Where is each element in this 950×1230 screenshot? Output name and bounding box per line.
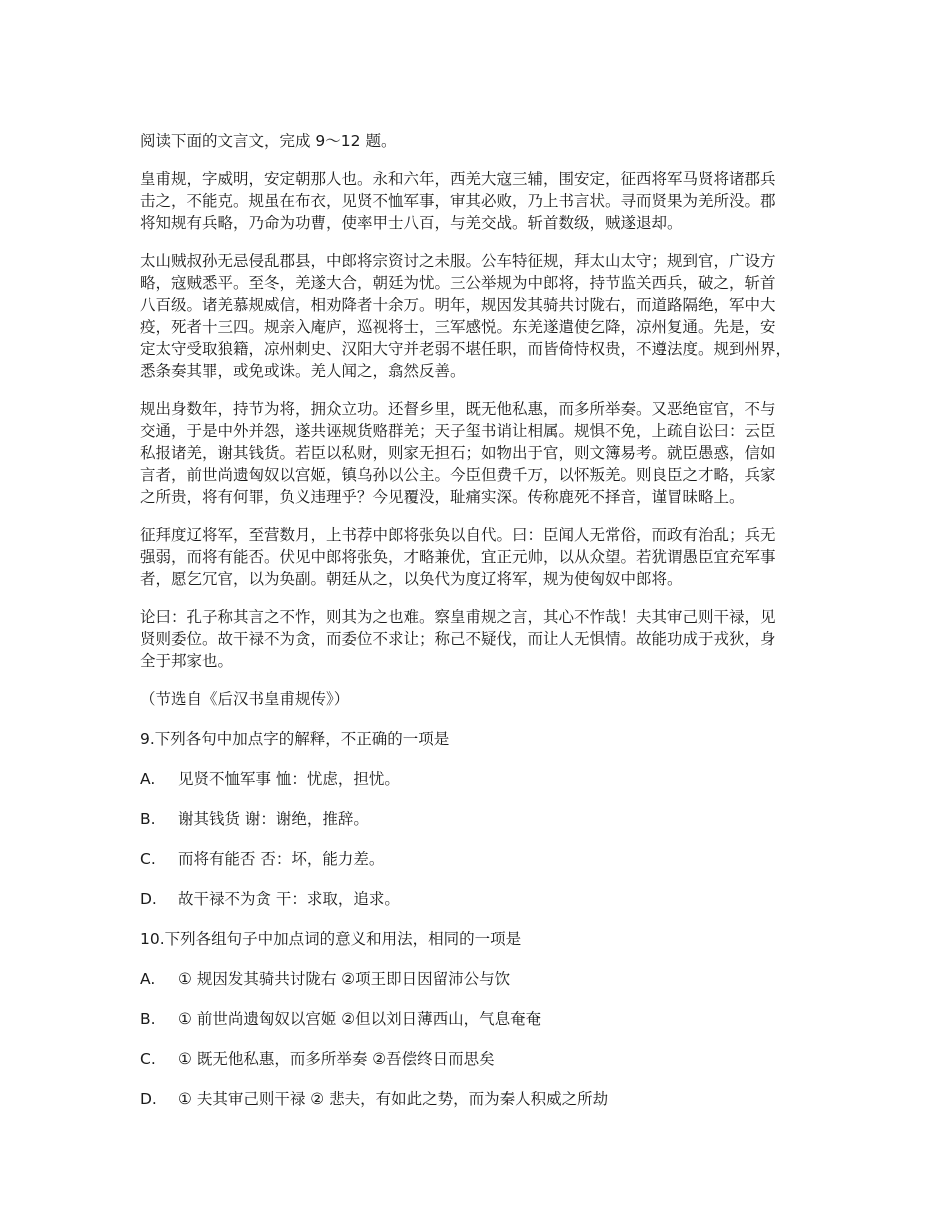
paragraph-line: 征拜度辽将军，至营数月，上书荐中郎将张奂以自代。曰：臣闻人无常俗，而政有治乱；兵无 (140, 526, 776, 544)
intro-instruction: 阅读下面的文言文，完成 9～12 题。 (140, 132, 397, 150)
paragraph-line: 者，愿乞冗官，以为奂副。朝廷从之，以奂代为度辽将军，规为使匈奴中郎将。 (140, 570, 683, 588)
option-text: 见贤不恤军事 恤：忧虑，担忧。 (178, 770, 400, 788)
answer-option-b (140, 808, 820, 830)
paragraph-line: 强弱，而将有能否。伏见中郎将张奂，才略兼优，宜正元帅，以从众望。若犹谓愚臣宜充军事 (140, 548, 776, 566)
paragraph-line: 疫，死者十三四。规亲入庵庐，巡视将士，三军感悦。东羌遂遣使乞降，凉州复通。先是，安 (140, 318, 776, 336)
paragraph-line: 全于邦家也。 (140, 652, 234, 670)
answer-option-a (140, 968, 820, 990)
answer-option-b (140, 1008, 820, 1030)
paragraph-line: 私报诸羌，谢其钱货。若臣以私财，则家无担石；如物出于官，则文簿易考。就臣愚惑，信如 (140, 444, 776, 462)
option-letter: A. (140, 970, 156, 988)
option-letter: D. (140, 890, 157, 908)
answer-option-c (140, 1048, 820, 1070)
paragraph-line: 规出身数年，持节为将，拥众立功。还督乡里，既无他私惠，而多所举奏。又恶绝宦官，不与 (140, 400, 776, 418)
option-letter: A. (140, 770, 156, 788)
paragraph-line: 言者，前世尚遗匈奴以宫姬，镇乌孙以公主。今臣但费千万，以怀叛羌。则良臣之才略，兵家 (140, 466, 776, 484)
question-10 (140, 928, 820, 1110)
option-letter: C. (140, 850, 156, 868)
paragraph-line: 悉条奏其罪，或免或诛。羌人闻之，翕然反善。 (140, 362, 466, 380)
answer-option-a (140, 768, 820, 790)
paragraph-line: 将知规有兵略，乃命为功曹，使率甲士八百，与羌交战。斩首数级，贼遂退却。 (140, 214, 683, 232)
option-letter: B. (140, 1010, 156, 1028)
passage-paragraph-3 (140, 398, 820, 508)
answer-option-c (140, 848, 820, 870)
answer-option-d (140, 1088, 820, 1110)
passage-paragraph-2 (140, 250, 820, 382)
option-letter: C. (140, 1050, 156, 1068)
document-page (140, 130, 820, 1110)
question-stem: 10.下列各组句子中加点词的意义和用法，相同的一项是 (140, 930, 522, 948)
paragraph-line: 击之，不能克。规虽在布衣，见贤不恤军事，审其必败，乃上书言状。寻而贤果为羌所没。郡 (140, 192, 776, 210)
option-letter: D. (140, 1090, 157, 1108)
option-text: ① 前世尚遗匈奴以宫姬 ②但以刘日薄西山，气息奄奄 (178, 1010, 542, 1028)
paragraph-line: 八百级。诸羌慕规威信，相劝降者十余万。明年，规因发其骑共讨陇右，而道路隔绝，军中大 (140, 296, 776, 314)
option-text: 而将有能否 否：坏，能力差。 (178, 850, 385, 868)
option-text: ① 夫其审己则干禄 ② 悲夫，有如此之势，而为秦人积威之所劫 (178, 1090, 609, 1108)
passage-paragraph-5 (140, 606, 820, 672)
answer-option-d (140, 888, 820, 910)
passage-paragraph-1 (140, 168, 820, 234)
option-text: ① 规因发其骑共讨陇右 ②项王即日因留沛公与饮 (178, 970, 511, 988)
passage-source: （节选自《后汉书皇甫规传》） (140, 690, 350, 708)
option-text: 谢其钱货 谢：谢绝，推辞。 (178, 810, 369, 828)
paragraph-line: 定太守受取狼籍，凉州刺史、汉阳大守并老弱不堪任职，而皆倚恃权贵，不遵法度。规到州界， (140, 340, 792, 358)
paragraph-line: 论曰：孔子称其言之不怍，则其为之也难。察皇甫规之言，其心不怍哉！夫其审己则干禄，见 (140, 608, 776, 626)
question-stem: 9.下列各句中加点字的解释，不正确的一项是 (140, 730, 450, 748)
paragraph-line: 交通，于是中外并怨，遂共诬规货赂群羌；天子玺书诮让相属。规惧不免，上疏自讼曰：云臣 (140, 422, 776, 440)
paragraph-line: 皇甫规，字威明，安定朝那人也。永和六年，西羌大寇三辅，围安定，征西将军马贤将诸郡兵 (140, 170, 776, 188)
question-9 (140, 728, 820, 910)
paragraph-line: 略，寇贼悉平。至冬，羌遂大合，朝廷为忧。三公举规为中郎将，持节监关西兵，破之，斩首 (140, 274, 776, 292)
paragraph-line: 太山贼叔孙无忌侵乱郡县，中郎将宗资讨之未服。公车特征规，拜太山太守；规到官，广设方 (140, 252, 776, 270)
paragraph-line: 贤则委位。故干禄不为贪，而委位不求让；称己不疑伐，而让人无惧情。故能功成于戎狄，身 (140, 630, 776, 648)
option-text: ① 既无他私惠，而多所举奏 ②吾偿终日而思矣 (178, 1050, 495, 1068)
option-text: 故干禄不为贪 干：求取，追求。 (178, 890, 400, 908)
option-letter: B. (140, 810, 156, 828)
paragraph-line: 之所贵，将有何罪，负义违理乎？今见覆没，耻痛实深。传称鹿死不择音，谨冒昧略上。 (140, 488, 745, 506)
passage-paragraph-4 (140, 524, 820, 590)
